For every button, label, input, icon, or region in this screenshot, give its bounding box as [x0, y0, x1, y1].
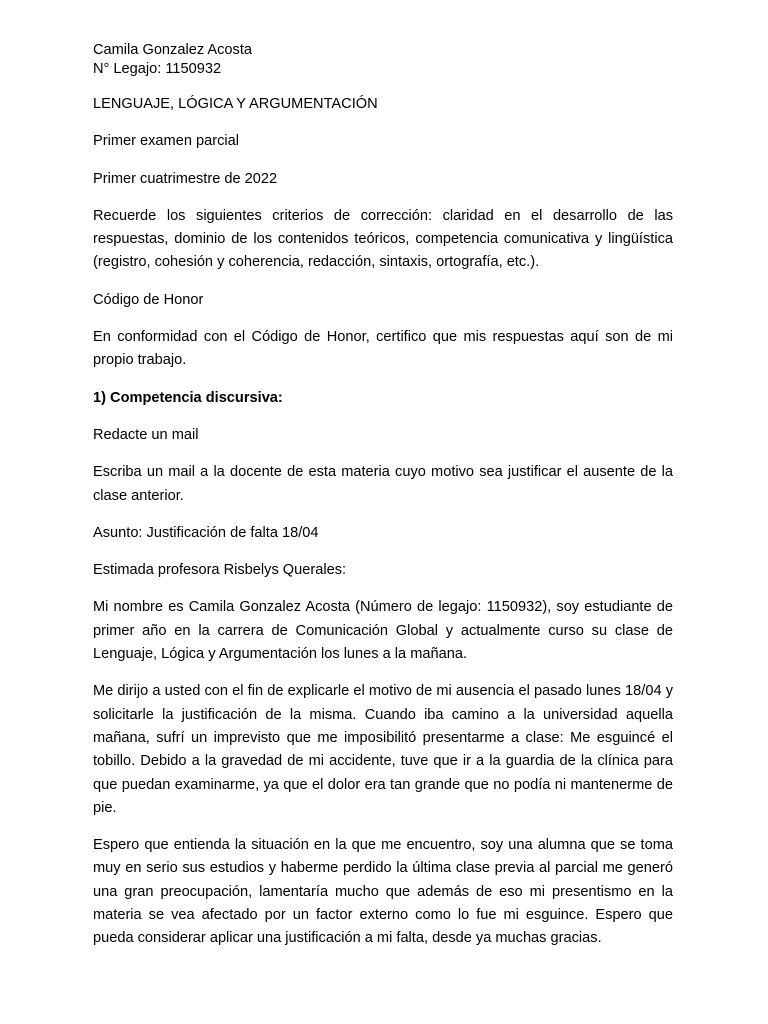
student-legajo: N° Legajo: 1150932 — [93, 61, 222, 77]
task-instructions: Escriba un mail a la docente de esta materia cuyo motivo sea justificar el ausente de la clase anterior. — [93, 464, 673, 504]
honor-heading: Código de Honor — [93, 291, 204, 308]
email-subject: Asunto: Justificación de falta 18/04 — [93, 524, 319, 541]
document-content — [93, 41, 673, 965]
exam-title: Primer examen parcial — [93, 133, 239, 150]
task-title: Redacte un mail — [93, 426, 199, 443]
student-name: Camila Gonzalez Acosta — [93, 42, 252, 58]
section-heading: 1) Competencia discursiva: — [93, 389, 283, 406]
email-paragraph-intro: Mi nombre es Camila Gonzalez Acosta (Número de legajo: 1150932), soy estudiante de primer año en la carrera de Comunicación Global y actualmente curso su clase de Lenguaje, Lógica y Argumentación los lunes a la mañana. — [93, 599, 673, 663]
term-label: Primer cuatrimestre de 2022 — [93, 170, 278, 187]
student-header — [93, 41, 673, 79]
honor-paragraph: En conformidad con el Código de Honor, certifico que mis respuestas aquí son de mi propio trabajo. — [93, 329, 673, 369]
criteria-paragraph: Recuerde los siguientes criterios de corrección: claridad en el desarrollo de las respuestas, dominio de los contenidos teóricos, competencia comunicativa y lingüística (registro, cohesión y coherencia, redacción, sintaxis, ortografía, etc.). — [93, 207, 673, 271]
email-paragraph-reason: Me dirijo a usted con el fin de explicarle el motivo de mi ausencia el pasado lunes 18/04 y solicitarle la justificación de la misma. Cuando iba camino a la universidad aquella mañana, sufrí un imprevisto que me imposibilitó presentarme a clase: Me esguincé el tobillo. Debido a la gravedad de mi accidente, tuve que ir a la guardia de la clínica para que puedan examinarme, ya que el dolor era tan grande que no podía ni mantenerme de pie. — [93, 683, 673, 816]
email-paragraph-closing: Espero que entienda la situación en la que me encuentro, soy una alumna que se toma muy en serio sus estudios y haberme perdido la última clase previa al parcial me generó una gran preocupación, lamentaría mucho que además de eso mi presentismo en la materia se vea afectado por un factor externo como lo fue mi esguince. Espero que pueda considerar aplicar una justificación a mi falta, desde ya muchas gracias. — [93, 837, 673, 947]
email-greeting: Estimada profesora Risbelys Querales: — [93, 562, 347, 579]
course-title: LENGUAJE, LÓGICA Y ARGUMENTACIÓN — [93, 96, 378, 112]
